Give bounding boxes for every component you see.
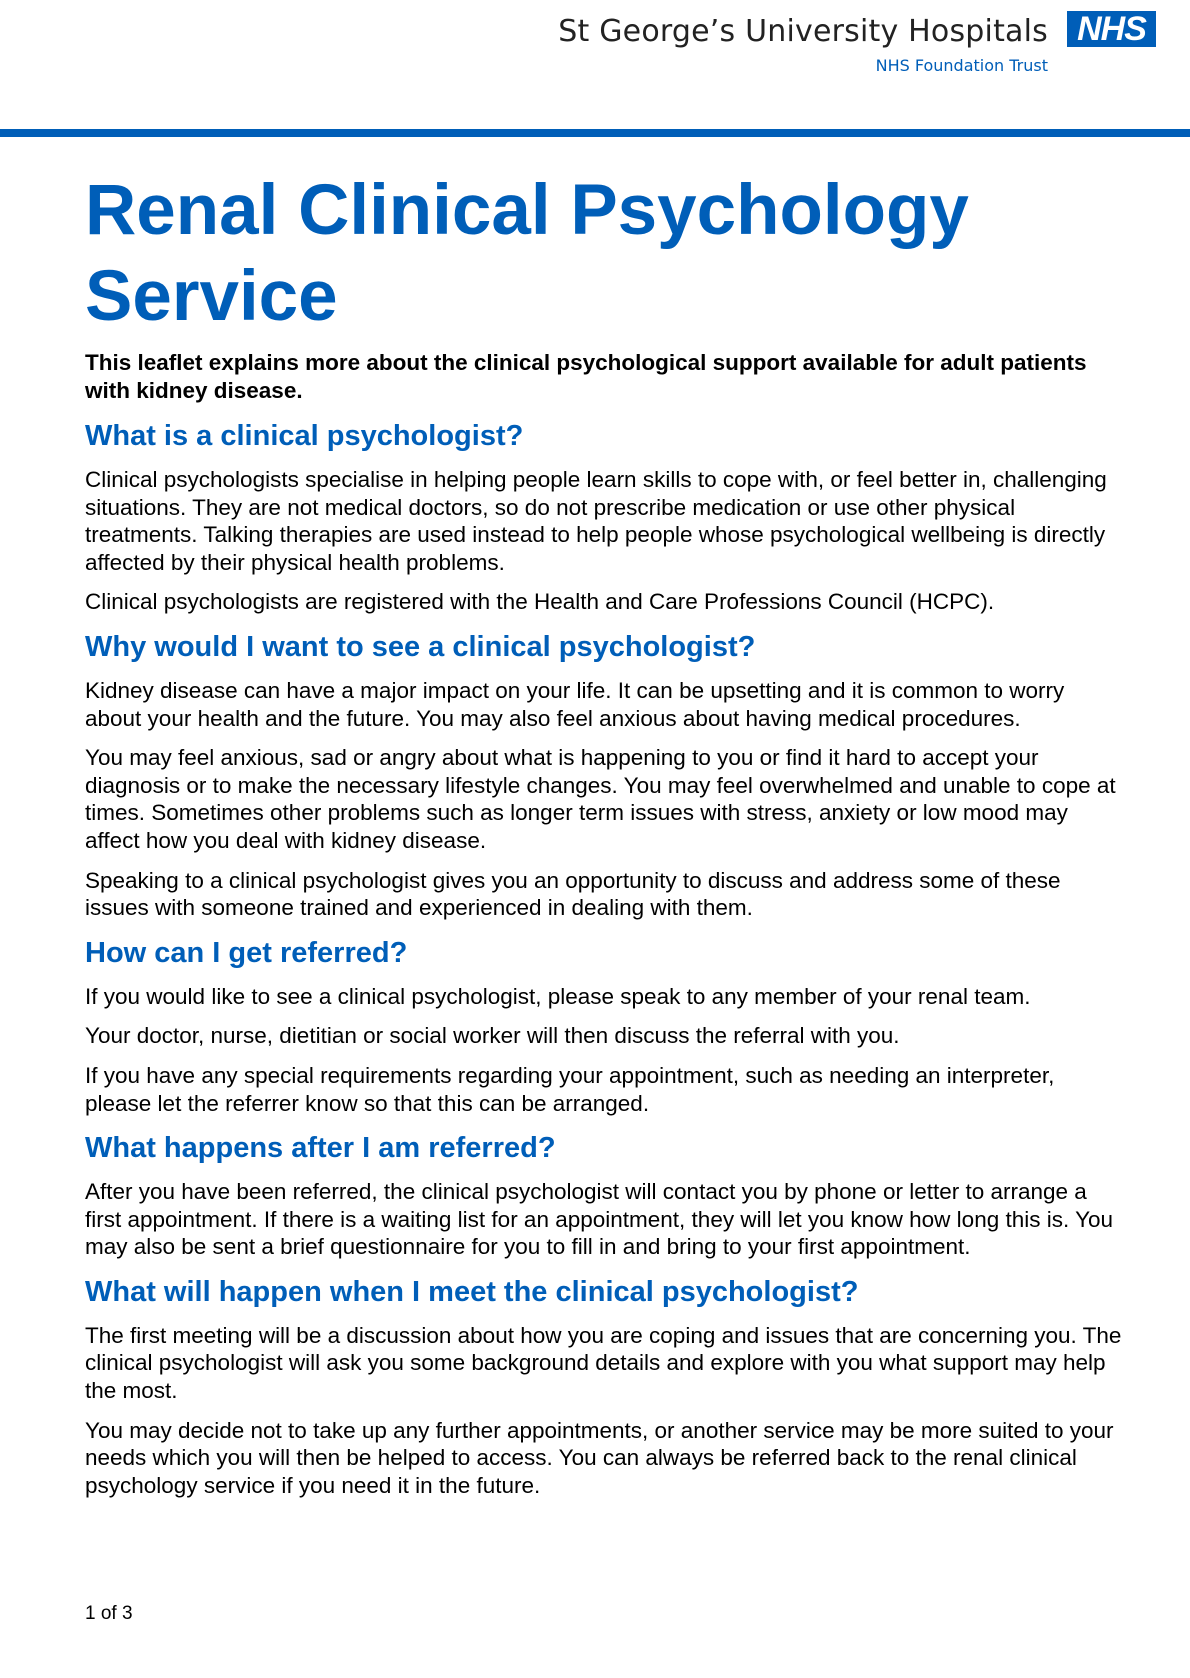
page-number: 1 of 3 xyxy=(85,1603,133,1624)
section-heading: What will happen when I meet the clinical psychologist? xyxy=(85,1275,859,1308)
paragraph: Clinical psychologists specialise in helping people learn skills to cope with, or feel better in, challenging situations. They are not medical doctors, so do not prescribe medication or use other physical treatments. Talking therapies are used instead to help people whose psychological wellbeing is directly affected by their physical health problems. xyxy=(85,467,1107,575)
paragraph: You may decide not to take up any further appointments, or another service may be more suited to your needs which you will then be helped to access. You can always be referred back to the renal clinical psychology service if you need it in the future. xyxy=(85,1417,1114,1498)
page-header xyxy=(0,0,1190,136)
paragraph: Clinical psychologists are registered with the Health and Care Professions Council (HCPC). xyxy=(85,589,995,615)
section-heading: What is a clinical psychologist? xyxy=(85,420,524,452)
paragraph: After you have been referred, the clinical psychologist will contact you by phone or letter to arrange a first appointment. If there is a waiting list for an appointment, they will let you know how long this is. You may also be sent a brief questionnaire for you to fill in and bring to your first appointment. xyxy=(85,1179,1114,1260)
section-referral xyxy=(85,935,1125,1117)
leaflet-content xyxy=(85,168,1125,1499)
header-divider xyxy=(0,129,1190,137)
section-heading: Why would I want to see a clinical psychologist? xyxy=(85,630,756,663)
paragraph: The first meeting will be a discussion about how you are coping and issues that are concerning you. The clinical psychologist will ask you some background details and explore with you what support may help the most. xyxy=(85,1322,1122,1404)
paragraph: Kidney disease can have a major impact on your life. It can be upsetting and it is common to worry about your health and the future. You may also feel anxious about having medical procedures. xyxy=(85,677,1065,731)
section-why-see xyxy=(85,629,1125,922)
section-first-meeting xyxy=(85,1274,1125,1500)
organisation-name: St George’s University Hospitals xyxy=(558,14,1048,49)
organisation-subtitle: NHS Foundation Trust xyxy=(875,56,1048,75)
paragraph: Your doctor, nurse, dietitian or social worker will then discuss the referral with you. xyxy=(85,1023,900,1049)
intro-summary: This leaflet explains more about the clinical psychological support available for adult patients with kidney disease. xyxy=(85,350,1087,403)
paragraph: If you have any special requirements regarding your appointment, such as needing an interpreter, please let the referrer know so that this can be arranged. xyxy=(85,1062,1055,1116)
paragraph: If you would like to see a clinical psychologist, please speak to any member of your renal team. xyxy=(85,983,1031,1009)
paragraph: Speaking to a clinical psychologist gives you an opportunity to discuss and address some of these issues with someone trained and experienced in dealing with them. xyxy=(85,867,1061,921)
section-after-referral xyxy=(85,1130,1125,1261)
paragraph: You may feel anxious, sad or angry about what is happening to you or find it hard to accept your diagnosis or to make the necessary lifestyle changes. You may feel overwhelmed and unable to cope at times. Sometimes other problems such as longer term issues with stress, anxiety or low mood may affect how you deal with kidney disease. xyxy=(85,745,1116,853)
nhs-logo: NHS xyxy=(1067,11,1156,47)
section-what-is xyxy=(85,418,1125,616)
section-heading: What happens after I am referred? xyxy=(85,1132,556,1165)
section-heading: How can I get referred? xyxy=(85,936,408,969)
document-title: Renal Clinical Psychology Service xyxy=(85,171,969,336)
